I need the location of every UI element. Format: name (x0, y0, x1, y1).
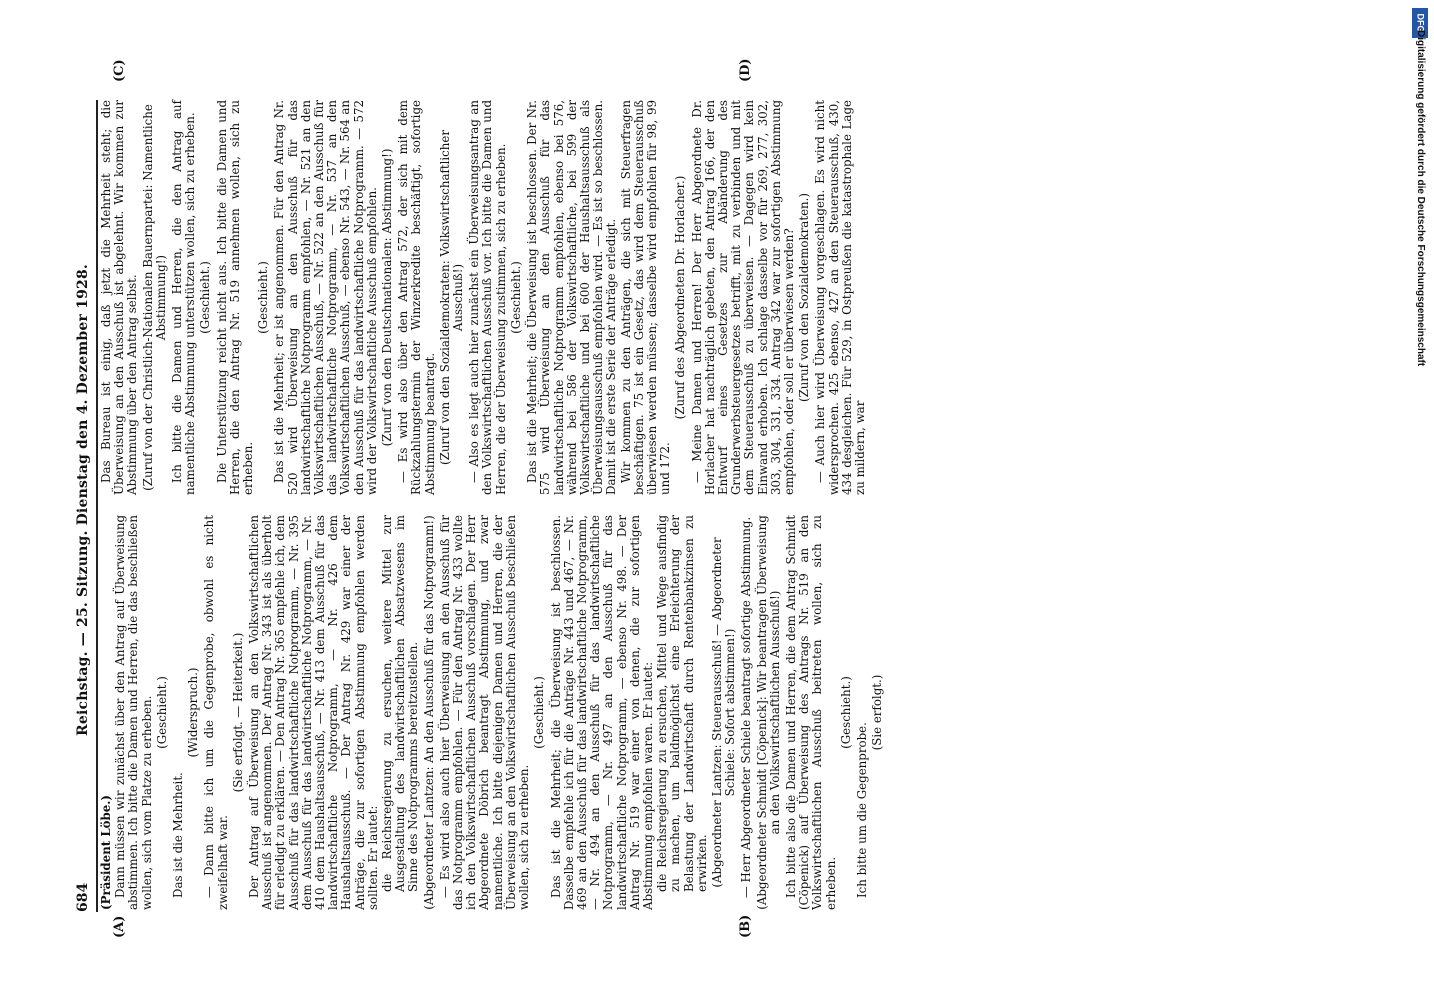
interjection: (Abgeordneter Schmidt [Cöpenick]: Wir beantragen Überweisung an den Volkswirtschaftlichen Ausschuß!) (754, 515, 782, 910)
page-number: 684 (75, 882, 91, 912)
paragraph: — Meine Damen und Herren! Der Herr Abgeordnete Dr. Horlacher hat nachträglich gebeten, den Antrag 166, der den Entwurf eines Gesetzes zur Abänderung des Grunderwerbsteuergesetzes betrifft, mit zu verbinden und mit dem Steuerausschuß zu überweisen. — Dagegen wird kein Einwand erhoben. Ich schlage dasselbe vor für 269, 277, 302, 303, 304, 331, 334. Antrag 342 war zur sofortigen Abstimmung empfohlen, oder soll er überwiesen werden? (689, 100, 796, 495)
interjection: (Zuruf von den Deutschnationalen: Abstimmung!) (380, 148, 395, 447)
margin-marker-a: (A) (112, 915, 127, 938)
margin-marker-b: (B) (738, 914, 753, 938)
paragraph: Ich bitte also die Damen und Herren, die dem Antrag Schmidt (Cöpenick) auf Überweisung des Antrags Nr. 519 an den Volkswirtschaftlichen Ausschuß beitreten wollen, sich zu erheben. (783, 515, 838, 910)
paragraph: die Reichsregierung zu ersuchen, weitere Mittel zur Ausgestaltung des landwirtschaftlichen Absatzwesens im Sinne des Notprogramms bereitzustellen. (380, 515, 421, 892)
paragraph: — Dann bitte ich um die Gegenprobe, obwohl es nicht zweifelhaft war. (202, 515, 230, 910)
left-column (100, 515, 887, 910)
paragraph: — Es wird also auch hier Überweisung an den Ausschuß für das Notprogramm empfohlen. — Für den Antrag Nr. 433 wollte ich den Volkswirtschaftlichen Ausschuß vorschlagen. Der Herr Abgeordnete Döbrich beantragt Abstimmung, und zwar namentliche. Ich bitte diejenigen Damen und Herren, die der Überweisung an den Volkswirtschaftlichen Ausschuß beschließen wollen, sich zu erheben. (437, 515, 532, 910)
interjection: (Geschieht.) (508, 261, 523, 334)
dfg-logo-text: DFG (1415, 13, 1425, 33)
interjection: (Sie erfolgt. — Heiterkeit.) (230, 632, 245, 793)
header-rule (96, 100, 98, 912)
right-column (100, 100, 868, 495)
paragraph: Ich bitte um die Gegenprobe. (854, 722, 869, 898)
interjection: (Abgeordneter Lantzen: Steuerausschuß! — Abgeordneter Schiele: Sofort abstimmen!) (709, 537, 738, 888)
paragraph: Das ist die Mehrheit. (171, 772, 186, 898)
interjection: (Geschieht.) (838, 676, 853, 749)
paragraph: — Auch hier wird Überweisung vorgeschlagen. Es wird nicht widersprochen. 425 ebenso, 427 an den Steuerausschuß, 430, 434 desgleichen. Für 529, in Ostpreußen die katastrophale Lage zu mildern, war (813, 100, 867, 495)
interjection: (Geschieht.) (532, 676, 547, 749)
paragraph: (Präsident Löbe.) (99, 795, 113, 910)
paragraph: die Reichsregierung zu ersuchen, Mittel und Wege ausfindig zu machen, um baldmöglichst eine Erleichterung der Belastung der Landwirtschaft durch Rentenbankzinsen zu erwirken. (655, 515, 709, 892)
interjection: (Geschieht.) (154, 676, 169, 749)
interjection: (Abgeordneter Lantzen: An den Ausschuß für das Notprogramm!) (421, 515, 436, 910)
margin-marker-d: (D) (738, 58, 753, 82)
interjection: (Zuruf von den Sozialdemokraten: Volkswirtschaftlicher Ausschuß!) (437, 130, 466, 465)
digitization-note-text: Digitalisierung gefördert durch die Deutsche Forschungsgemeinschaft (1415, 30, 1426, 367)
interjection: (Widerspruch.) (186, 667, 201, 758)
interjection: (Sie erfolgt.) (870, 674, 885, 751)
paragraph: — Es wird also über den Antrag 572, der sich mit dem Rückzahlungstermin der Winzerkredite beschäftigt, sofortige Abstimmung beantragt. (396, 100, 437, 495)
digitization-note (1412, 30, 1428, 970)
paragraph: Die Unterstützung reicht nicht aus. Ich bitte die Damen und Herren, die den Antrag Nr. 519 annehmen wollen, sich zu erheben. (214, 100, 256, 495)
interjection: (Zuruf von den Sozialdemokraten.) (797, 192, 812, 403)
paragraph: — Herr Abgeordneter Schiele beantragt sofortige Abstimmung. (739, 516, 754, 898)
page-header-title: Reichstag. — 25. Sitzung. Dienstag den 4. Dezember 1928. (75, 264, 91, 736)
interjection: (Geschieht.) (198, 261, 213, 334)
interjection: (Zuruf von der Christlich-Nationalen Bauernpartei: Namentliche Abstimmung!) (140, 104, 168, 491)
paragraph: Wir kommen zu den Anträgen, die sich mit Steuerfragen beschäftigen. 75 ist ein Gesetz, das wird dem Steuerausschuß überwiesen werden müssen; dasselbe wird empfohlen für 98, 99 und 172. (618, 100, 673, 495)
paragraph: Der Antrag auf Überweisung an den Volkswirtschaftlichen Ausschuß ist angenommen. Der Antrag Nr. 343 ist als überholt für erledigt zu erklären. — Den Antrag Nr. 365 empfehle ich, dem Ausschuß für das landwirtschaftliche Notprogramm, — Nr. 395 dem Ausschuß für das landwirtschaftliche Notprogramm, — Nr. 410 dem Haushaltsausschuß, — Nr. 413 dem Ausschuß für das landwirtschaftliche Notprogramm, — Nr. 426 dem Haushaltsausschuß. — Der Antrag Nr. 429 war einer der Anträge, die zur sofortigen Abstimmung empfohlen werden sollten. Er lautet: (247, 515, 380, 910)
paragraph: Das Bureau ist einig, daß jetzt die Mehrheit steht; die Überweisung an den Ausschuß ist abgelehnt. Wir kommen zur Abstimmung über den Antrag selbst. (99, 100, 140, 495)
interjection: (Zuruf des Abgeordneten Dr. Horlacher.) (673, 175, 688, 420)
paragraph: Ich bitte die Damen und Herren, die den Antrag auf namentliche Abstimmung unterstützen wollen, sich zu erheben. (170, 100, 198, 495)
paragraph: — Also es liegt auch hier zunächst ein Überweisungsantrag an den Volkswirtschaftlichen Ausschuß vor. Ich bitte die Damen und Herren, die der Überweisung zustimmen, sich zu erheben. (467, 100, 508, 495)
paragraph: Das ist die Mehrheit; die Überweisung ist beschlossen. Dasselbe empfehle ich für die Anträge Nr. 443 und 467, — Nr. 469 an den Ausschuß für das landwirtschaftliche Notprogramm, — Nr. 494 an den Ausschuß für das landwirtschaftliche Notprogramm, — Nr. 497 an den Ausschuß für das landwirtschaftliche Notprogramm, — ebenso Nr. 498. — Der Antrag Nr. 519 war einer von denen, die zur sofortigen Abstimmung empfohlen waren. Er lautet: (548, 515, 655, 910)
paragraph: Das ist die Mehrheit; er ist angenommen. Für den Antrag Nr. 520 wird Überweisung an den Ausschuß für das landwirtschaftliche Notprogramm empfohlen, — Nr. 521 an den Volkswirtschaftlichen Ausschuß, — Nr. 522 an den Ausschuß für das landwirtschaftliche Notprogramm, — Nr. 537 an den Volkswirtschaftlichen Ausschuß, — ebenso Nr. 543, — Nr. 564 an den Ausschuß für das landwirtschaftliche Notprogramm. — 572 wird der Volkswirtschaftliche Ausschuß empfohlen. (272, 100, 379, 495)
interjection: (Geschieht.) (256, 261, 271, 334)
paragraph: Dann müssen wir zunächst über den Antrag auf Überweisung abstimmen. Ich bitte die Damen und Herren, die das beschließen wollen, sich vom Platze zu erheben. (113, 515, 154, 910)
margin-marker-c: (C) (112, 59, 127, 82)
paragraph: Das ist die Mehrheit; die Überweisung ist beschlossen. Der Nr. 575 wird Überweisung an den Ausschuß für das landwirtschaftliche Notprogramm empfohlen, ebenso bei 576, während bei 586 der Volkswirtschaftliche, bei 599 der Volkswirtschaftliche und bei 600 der Haushaltsausschuß als Überweisungsausschuß empfohlen wird. — Es ist so beschlossen. Damit ist die erste Serie der Anträge erledigt. (525, 100, 619, 495)
